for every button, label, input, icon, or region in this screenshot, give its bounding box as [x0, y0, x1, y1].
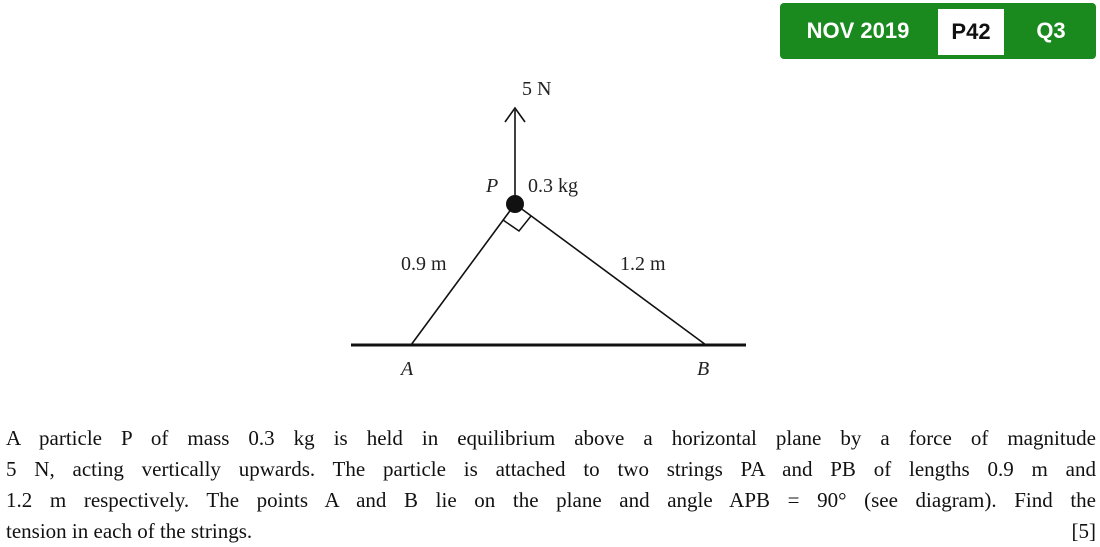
question-line-4-text: tension in each of the strings. [6, 519, 253, 543]
point-a-label: A [401, 358, 414, 380]
question-line-1: A particle P of mass 0.3 kg is held in equilibrium above a horizontal plane by a force of magnitude [6, 426, 1096, 450]
question-number-label: Q3 [1036, 18, 1066, 43]
exam-session-label: NOV 2019 [806, 18, 910, 43]
string-pb [515, 204, 706, 345]
mass-label: 0.3 kg [528, 175, 578, 197]
question-line-4 [6, 516, 1096, 547]
question-line-2: 5 N, acting vertically upwards. The particle is attached to two strings PA and PB of lengths 0.9 m and [6, 457, 1096, 481]
string-pa-length-label: 0.9 m [401, 253, 447, 275]
paper-number-label: P42 [938, 9, 1004, 55]
particle-label: P [486, 175, 499, 197]
marks-label: [5] [1071, 519, 1096, 543]
point-b-label: B [697, 358, 710, 380]
question-text [6, 423, 1096, 547]
particle-p [506, 195, 524, 213]
force-label: 5 N [522, 78, 552, 100]
question-line-3: 1.2 m respectively. The points A and B lie on the plane and angle APB = 90° (see diagram). Find the [6, 488, 1096, 512]
right-angle-marker [503, 216, 531, 231]
string-pb-length-label: 1.2 m [620, 253, 666, 275]
